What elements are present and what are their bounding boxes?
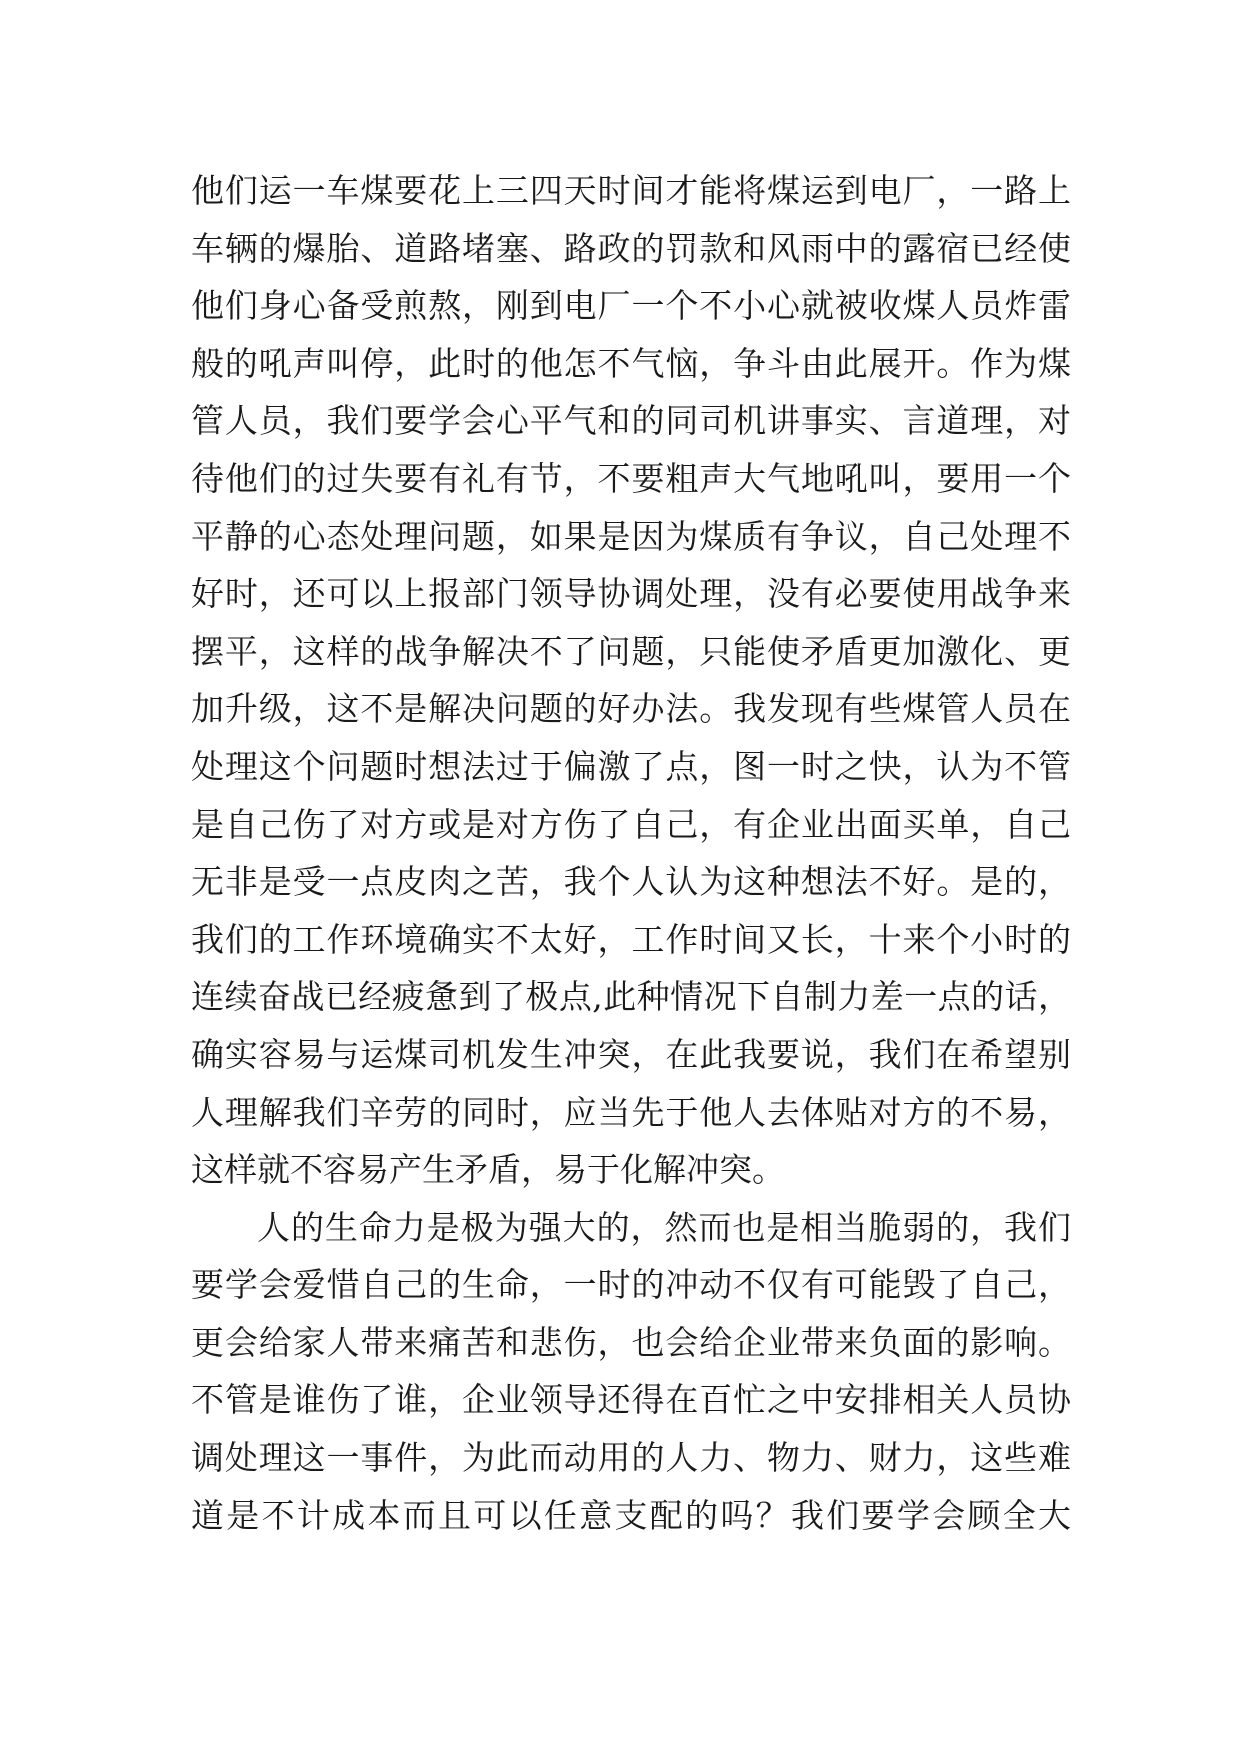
body-text (191, 162, 1071, 1544)
text-line: 连续奋战已经疲惫到了极点,此种情况下自制力差一点的话， (191, 977, 1071, 1017)
text-line: 我们的工作环境确实不太好，工作时间又长，十来个小时的 (191, 919, 1071, 959)
text-line: 调处理这一事件，为此而动用的人力、物力、财力，这些难 (191, 1438, 1071, 1478)
text-line: 待他们的过失要有礼有节，不要粗声大气地吼叫，要用一个 (191, 458, 1071, 498)
text-line: 确实容易与运煤司机发生冲突，在此我要说，我们在希望别 (191, 1034, 1071, 1074)
text-line: 好时，还可以上报部门领导协调处理，没有必要使用战争来 (191, 574, 1071, 614)
text-line: 平静的心态处理问题，如果是因为煤质有争议，自己处理不 (191, 516, 1071, 556)
text-line: 般的吼声叫停，此时的他怎不气恼，争斗由此展开。作为煤 (191, 343, 1071, 383)
text-line: 人理解我们辛劳的同时，应当先于他人去体贴对方的不易， (191, 1092, 1071, 1132)
text-line: 人的生命力是极为强大的，然而也是相当脆弱的，我们 (257, 1207, 1071, 1247)
text-line: 管人员，我们要学会心平气和的同司机讲事实、言道理，对 (191, 401, 1071, 441)
text-line: 处理这个问题时想法过于偏激了点，图一时之快，认为不管 (191, 746, 1071, 786)
text-line: 这样就不容易产生矛盾，易于化解冲突。 (191, 1150, 785, 1190)
text-line: 是自己伤了对方或是对方伤了自己，有企业出面买单，自己 (191, 804, 1071, 844)
text-line: 他们身心备受煎熬，刚到电厂一个不小心就被收煤人员炸雷 (191, 286, 1071, 326)
text-line: 他们运一车煤要花上三四天时间才能将煤运到电厂，一路上 (191, 171, 1071, 210)
text-line: 要学会爱惜自己的生命，一时的冲动不仅有可能毁了自己， (191, 1265, 1071, 1305)
text-line: 道是不计成本而且可以任意支配的吗？我们要学会顾全大 (191, 1495, 1071, 1535)
text-line: 不管是谁伤了谁，企业领导还得在百忙之中安排相关人员协 (191, 1380, 1071, 1420)
text-line: 无非是受一点皮肉之苦，我个人认为这种想法不好。是的， (191, 862, 1071, 902)
text-line: 车辆的爆胎、道路堵塞、路政的罚款和风雨中的露宿已经使 (191, 228, 1071, 268)
text-line: 摆平，这样的战争解决不了问题，只能使矛盾更加激化、更 (191, 631, 1071, 671)
text-line: 更会给家人带来痛苦和悲伤，也会给企业带来负面的影响。 (191, 1322, 1071, 1362)
text-line: 加升级，这不是解决问题的好办法。我发现有些煤管人员在 (191, 689, 1071, 729)
